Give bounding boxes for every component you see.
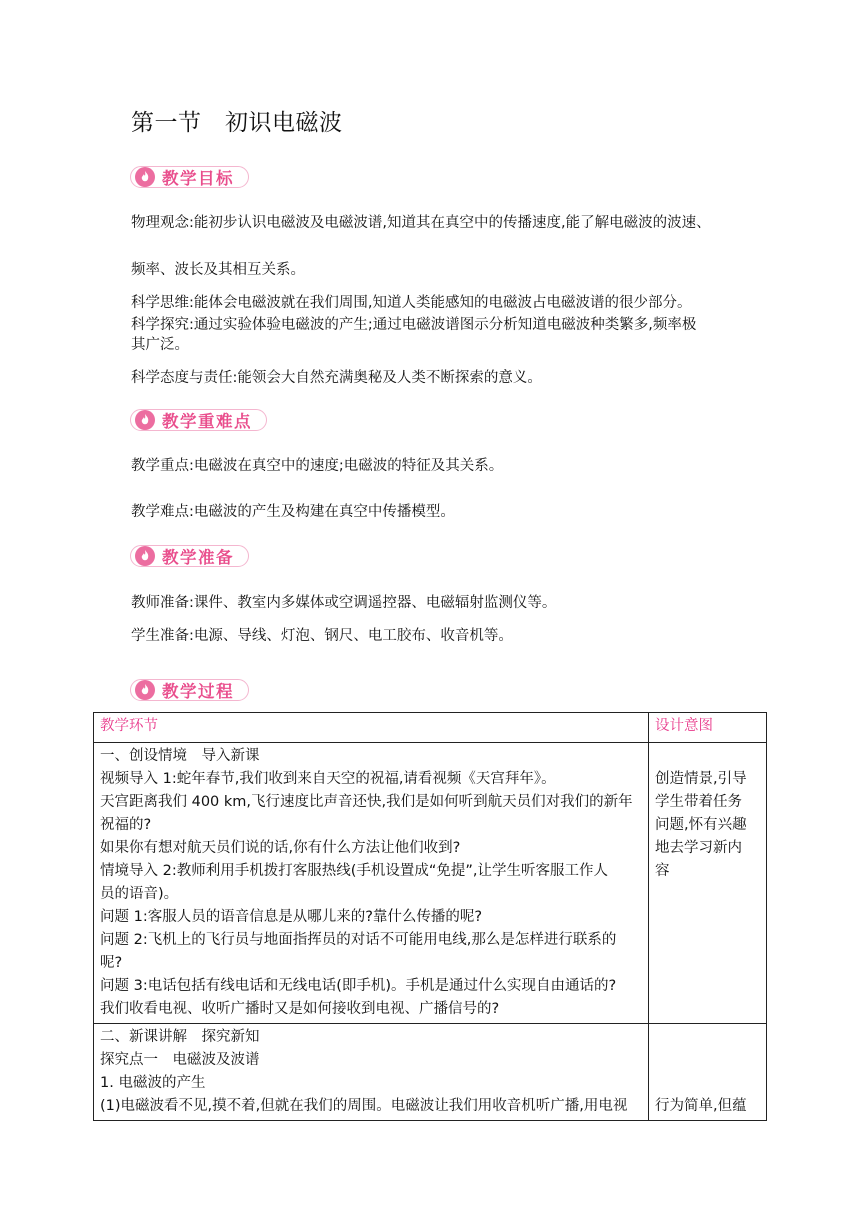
page-title: 第一节 初识电磁波 [131, 110, 343, 136]
row1-intent-line: 创造情景,引导 [655, 771, 747, 787]
row1-line: 一、创设情境 导入新课 [100, 748, 260, 764]
table-row [94, 1024, 767, 1121]
header-teaching-step: 教学环节 [94, 713, 649, 743]
section-badge-label: 教学过程 [162, 682, 234, 701]
row1-line: 视频导入 1:蛇年春节,我们收到来自天空的祝福,请看视频《天宫拜年》。 [100, 771, 556, 787]
table-row [94, 743, 767, 1024]
row1-intent-line: 容 [655, 863, 670, 879]
row2-intent-line [655, 1026, 760, 1049]
goal-text-4: 科学探究:通过实验体验电磁波的产生;通过电磁波谱图示分析知道电磁波种类繁多,频率极 [131, 317, 697, 333]
flame-icon [135, 680, 155, 700]
row2-intent-line [655, 1072, 760, 1095]
section-badge-label: 教学准备 [162, 548, 234, 567]
section-badge-label: 教学重难点 [162, 412, 252, 431]
row2-intent [649, 1024, 767, 1121]
row2-intent-line [655, 1049, 760, 1072]
goal-text-1: 物理观念:能初步认识电磁波及电磁波谱,知道其在真空中的传播速度,能了解电磁波的波速、 [131, 215, 711, 231]
section-badge-process [130, 679, 249, 701]
row1-intent-line: 地去学习新内 [655, 840, 742, 856]
row1-content [94, 743, 649, 1024]
process-table [93, 712, 767, 1121]
row1-line: 祝福的? [100, 817, 152, 833]
goal-text-5: 其广泛。 [131, 337, 189, 353]
key-point-text: 教学重点:电磁波在真空中的速度;电磁波的特征及其关系。 [131, 458, 504, 474]
section-badge-key-points [130, 409, 267, 431]
section-badge-preparation [130, 545, 249, 567]
row1-line: 问题 2:飞机上的飞行员与地面指挥员的对话不可能用电线,那么是怎样进行联系的 [100, 932, 617, 948]
row2-intent-line: 行为简单,但蕴 [655, 1098, 747, 1114]
row1-intent-line: 问题,怀有兴趣 [655, 817, 747, 833]
row2-line: 1. 电磁波的产生 [100, 1075, 206, 1091]
flame-icon [135, 167, 155, 187]
row1-line: 天宫距离我们 400 km,飞行速度比声音还快,我们是如何听到航天员们对我们的新年 [100, 794, 633, 810]
goal-text-3: 科学思维:能体会电磁波就在我们周围,知道人类能感知的电磁波占电磁波谱的很少部分。 [131, 295, 692, 311]
row1-intent-line: 学生带着任务 [655, 794, 742, 810]
student-prep-text: 学生准备:电源、导线、灯泡、钢尺、电工胶布、收音机等。 [131, 628, 513, 644]
row1-line: 问题 3:电话包括有线电话和无线电话(即手机)。手机是通过什么实现自由通话的? [100, 978, 617, 994]
row2-content [94, 1024, 649, 1121]
difficult-point-text: 教学难点:电磁波的产生及构建在真空中传播模型。 [131, 504, 455, 520]
row2-line: (1)电磁波看不见,摸不着,但就在我们的周围。电磁波让我们用收音机听广播,用电视 [100, 1098, 628, 1114]
header-design-intent: 设计意图 [649, 713, 767, 743]
row1-line: 问题 1:客服人员的语音信息是从哪儿来的?靠什么传播的呢? [100, 909, 483, 925]
row1-intent [649, 743, 767, 1024]
row1-line: 呢? [100, 955, 123, 971]
row2-line: 二、新课讲解 探究新知 [100, 1029, 260, 1045]
goal-text-6: 科学态度与责任:能领会大自然充满奥秘及人类不断探索的意义。 [131, 370, 542, 386]
section-badge-label: 教学目标 [162, 169, 234, 188]
flame-icon [135, 546, 155, 566]
row1-line: 情境导入 2:教师利用手机拨打客服热线(手机设置成“免提”,让学生听客服工作人 [100, 863, 609, 879]
row1-line: 我们收看电视、收听广播时又是如何接收到电视、广播信号的? [100, 1001, 500, 1017]
row2-line: 探究点一 电磁波及波谱 [100, 1052, 260, 1068]
row1-line: 如果你有想对航天员们说的话,你有什么方法让他们收到? [100, 840, 461, 856]
section-badge-goals [130, 166, 249, 188]
goal-text-2: 频率、波长及其相互关系。 [131, 262, 305, 278]
flame-icon [135, 410, 155, 430]
table-header-row [94, 713, 767, 743]
teacher-prep-text: 教师准备:课件、教室内多媒体或空调遥控器、电磁辐射监测仪等。 [131, 595, 557, 611]
row1-line: 员的语音)。 [100, 886, 179, 902]
